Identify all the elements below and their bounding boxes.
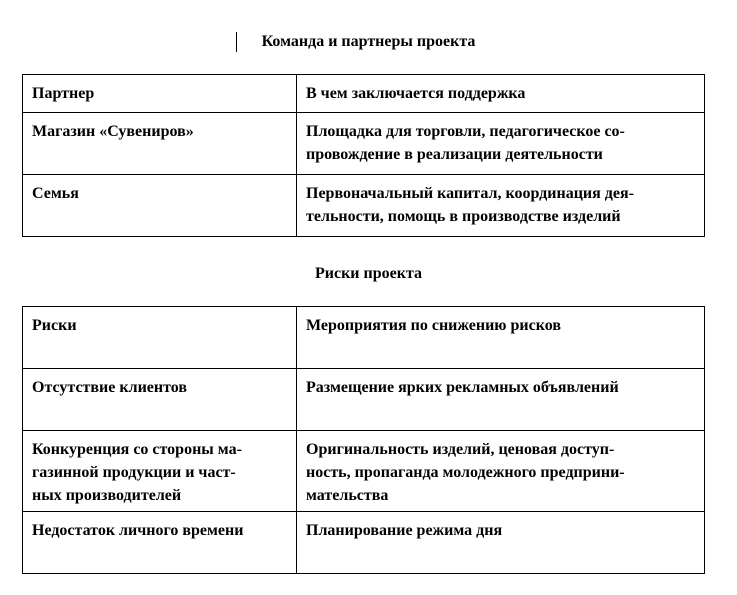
risks-section-title: Риски проекта <box>314 265 423 282</box>
table-row <box>23 113 705 175</box>
table-row <box>23 431 705 512</box>
team-partners-table <box>22 74 705 237</box>
header-cell-support: В чем заключается поддержка <box>297 75 705 113</box>
header-cell-risks: Риски <box>23 307 297 369</box>
table-row <box>23 512 705 574</box>
cell-partner: Семья <box>23 175 297 237</box>
cell-support: Первоначальный капитал, координация дея- тельности, помощь в производстве изделий <box>297 175 705 237</box>
table-row <box>23 175 705 237</box>
cell-measure: Оригинальность изделий, ценовая доступ- ность, пропаганда молодежного предприни- мательства <box>297 431 705 512</box>
team-section-title: Команда и партнеры проекта <box>261 33 476 50</box>
cell-measure: Планирование режима дня <box>297 512 705 574</box>
cell-support: Площадка для торговли, педагогическое со- провождение в реализации деятельности <box>297 113 705 175</box>
header-cell-partner: Партнер <box>23 75 297 113</box>
table-header-row <box>23 307 705 369</box>
cell-measure: Размещение ярких рекламных объявлений <box>297 369 705 431</box>
cell-risk: Конкуренция со стороны ма- газинной продукции и част- ных производителей <box>23 431 297 512</box>
cell-risk: Отсутствие клиентов <box>23 369 297 431</box>
project-risks-table <box>22 306 705 574</box>
cell-risk: Недостаток личного времени <box>23 512 297 574</box>
cell-partner: Магазин «Сувениров» <box>23 113 297 175</box>
header-cell-measures: Мероприятия по снижению рисков <box>297 307 705 369</box>
table-row <box>23 369 705 431</box>
table-header-row <box>23 75 705 113</box>
